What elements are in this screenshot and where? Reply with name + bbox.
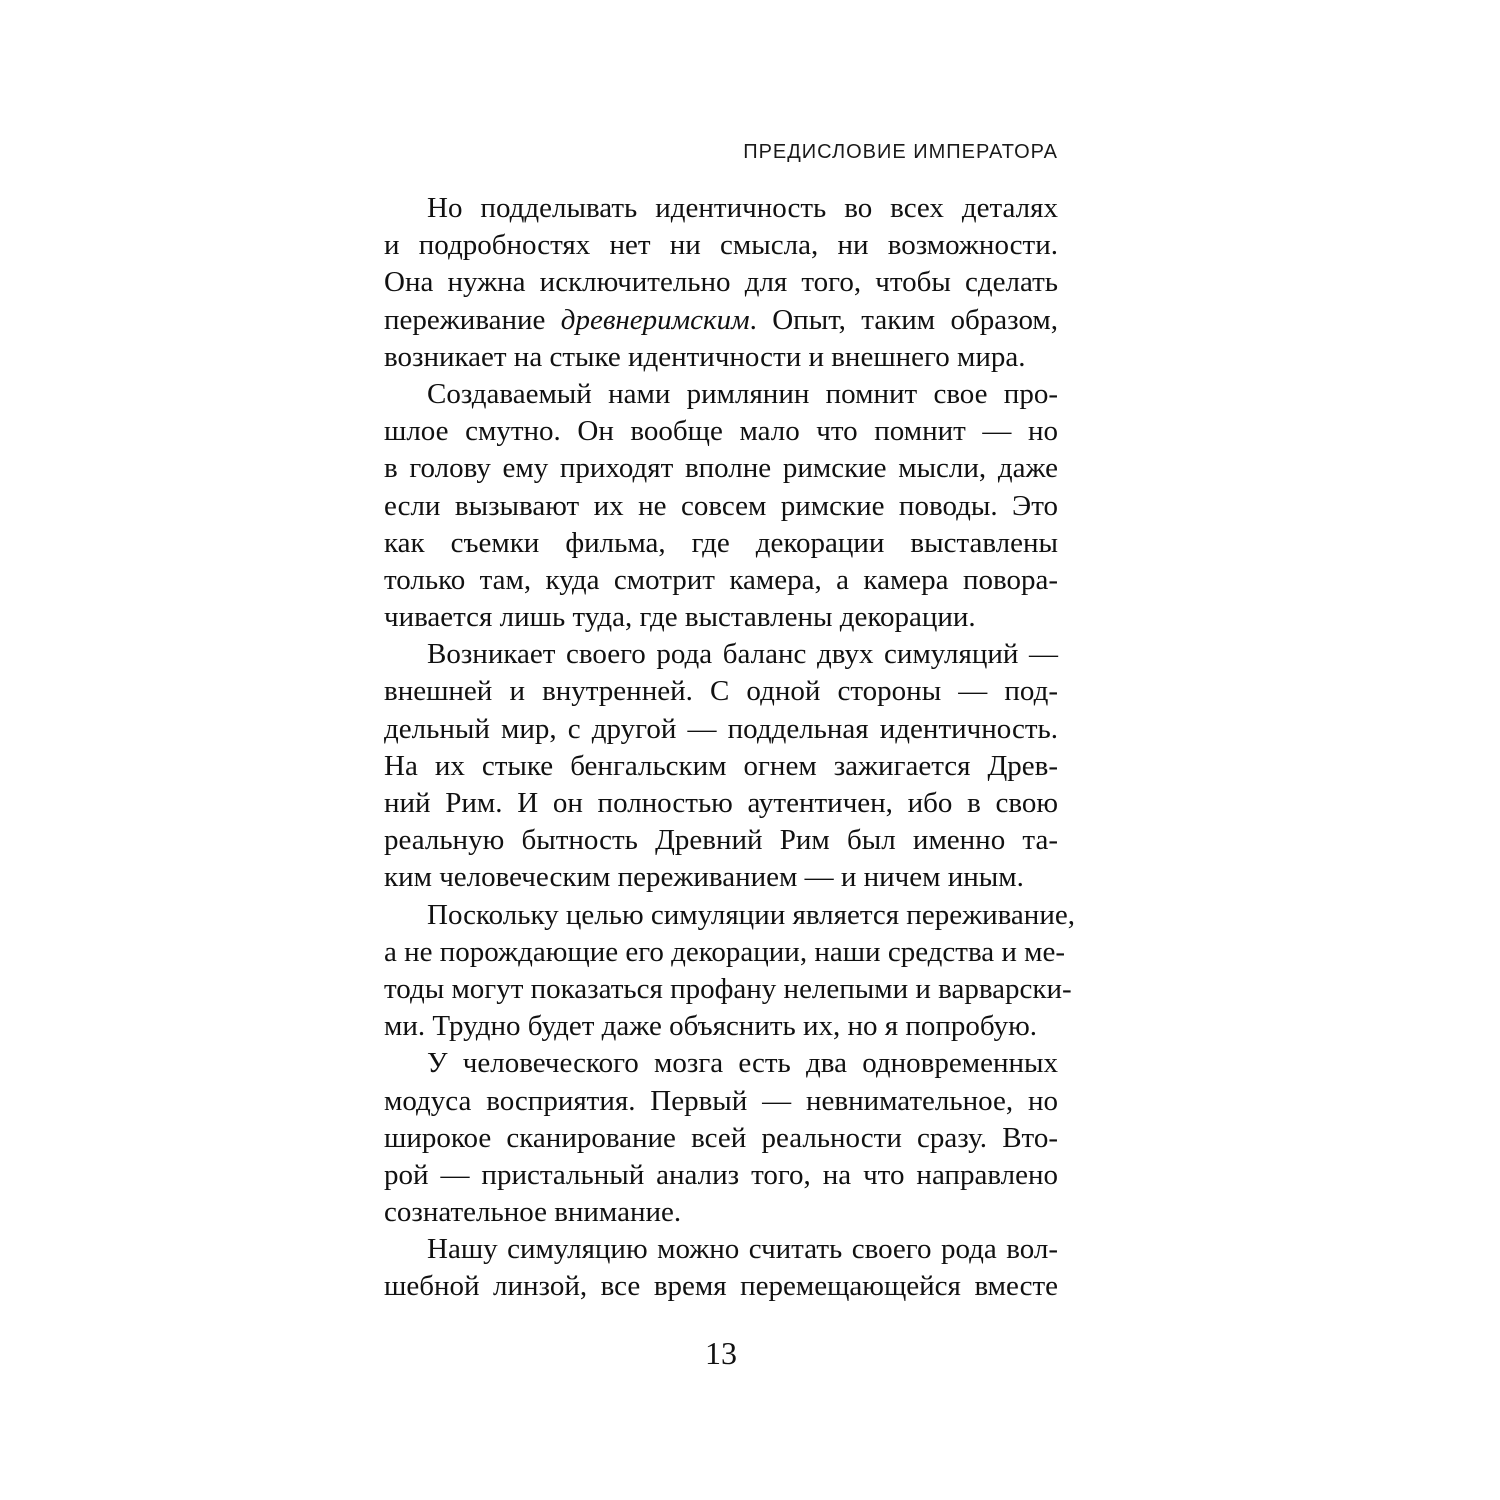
text-line: если вызывают их не совсем римские поводы. Это — [384, 489, 1058, 522]
text-line: ми. Трудно будет даже объяснить их, но я попробую. — [384, 1010, 1037, 1043]
text-line: ким человеческим переживанием — и ничем иным. — [384, 861, 1024, 894]
text-line: только там, куда смотрит камера, а камера повора- — [384, 563, 1058, 596]
text-line: модуса восприятия. Первый — невнимательное, но — [384, 1084, 1058, 1117]
text-line: Она нужна исключительно для того, чтобы сделать — [384, 266, 1058, 299]
text-run: . Опыт, таким образом, — [749, 303, 1058, 336]
text-line: Но подделывать идентичность во всех деталях — [427, 192, 1058, 224]
text-line: дельный мир, с другой — поддельная идентичность. — [384, 712, 1058, 745]
text-line: На их стыке бенгальским огнем зажигается Древ- — [384, 749, 1058, 782]
text-line: как съемки фильма, где декорации выставлены — [384, 526, 1058, 559]
page-number: 13 — [705, 1335, 737, 1371]
text-line: реальную бытность Древний Рим был именно та- — [384, 824, 1058, 857]
text-line: шебной линзой, все время перемещающейся вместе — [384, 1270, 1058, 1303]
text-line: в голову ему приходят вполне римские мысли, даже — [384, 452, 1058, 485]
text-line: У человеческого мозга есть два одновременных — [427, 1047, 1058, 1080]
text-line: Создаваемый нами римлянин помнит свое про- — [427, 377, 1058, 410]
text-line: сознательное внимание. — [384, 1196, 682, 1229]
italic-term: древнеримским — [560, 303, 750, 336]
text-line: тоды могут показаться профану нелепыми и варварски- — [384, 972, 1072, 1005]
paragraph-6 — [384, 1231, 1058, 1305]
text-run: переживание — [384, 303, 561, 336]
paragraph-4 — [384, 897, 1075, 1046]
text-line: Поскольку целью симуляции является переживание, — [427, 898, 1075, 931]
text-line: внешней и внутренней. С одной стороны — под- — [384, 675, 1058, 708]
text-line: а не порождающие его декорации, наши средства и ме- — [384, 935, 1066, 968]
text-line: Возникает своего рода баланс двух симуляций — — [427, 638, 1058, 671]
running-head: ПРЕДИСЛОВИЕ ИМПЕРАТОРА — [743, 141, 1058, 163]
paragraph-2 — [384, 376, 1058, 636]
text-line: и подробностях нет ни смысла, ни возможности. — [384, 229, 1058, 262]
paragraph-1 — [384, 190, 1058, 376]
text-line: ний Рим. И он полностью аутентичен, ибо в свою — [384, 787, 1058, 819]
text-line — [384, 302, 1058, 339]
text-line: чивается лишь туда, где выставлены декорации. — [384, 601, 976, 634]
text-line: шлое смутно. Он вообще мало что помнит — но — [384, 415, 1058, 448]
body-text — [384, 190, 1075, 1306]
paragraph-5 — [384, 1045, 1058, 1231]
text-line: широкое сканирование всей реальности сразу. Вто- — [384, 1121, 1058, 1154]
paragraph-3 — [384, 636, 1058, 896]
text-line: возникает на стыке идентичности и внешнего мира. — [384, 340, 1026, 373]
text-line: рой — пристальный анализ того, на что направлено — [384, 1158, 1058, 1191]
text-line: Нашу симуляцию можно считать своего рода вол- — [427, 1233, 1058, 1266]
